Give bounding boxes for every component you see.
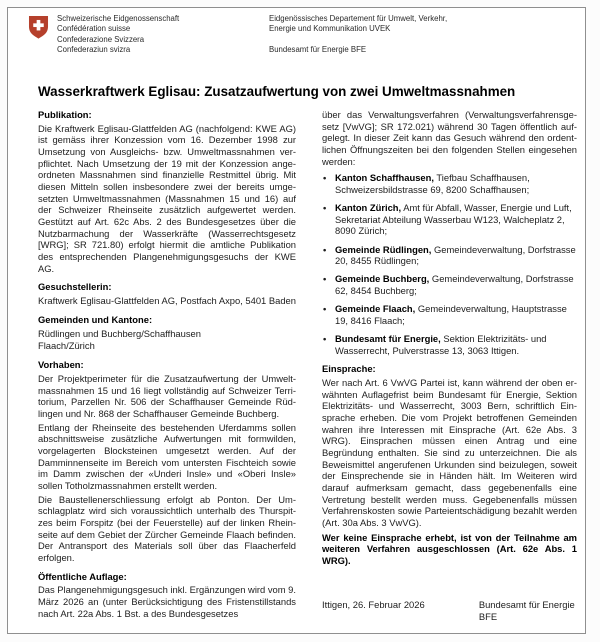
confederation-name-de: Schweizerische Eidgenossenschaft bbox=[57, 14, 180, 23]
office-name-bold: Gemeinde Rüdlingen, bbox=[335, 243, 432, 255]
confederation-name-rm: Confederaziun svizra bbox=[57, 44, 131, 54]
auflage-heading: Öffentliche Auflage: bbox=[38, 570, 127, 582]
confederation-name-fr: Confédération suisse bbox=[57, 24, 131, 34]
bullet-icon: • bbox=[323, 273, 327, 285]
document-frame bbox=[7, 7, 586, 634]
bullet-icon: • bbox=[323, 172, 327, 184]
office-name: Bundesamt für Energie BFE bbox=[269, 44, 367, 54]
office-address: Gemeindeverwaltung, Dorfstrasse 62, 8454 Buchberg; bbox=[335, 273, 574, 297]
place-and-date: Ittigen, 26. Februar 2026 bbox=[322, 599, 425, 611]
inspection-offices-list bbox=[322, 172, 577, 356]
right-column bbox=[322, 109, 577, 623]
confederation-name-it: Confederazione Svizzera bbox=[57, 34, 145, 44]
gesuchstellerin-heading: Gesuchstellerin: bbox=[38, 281, 112, 293]
page-title: Wasserkraftwerk Eglisau: Zusatzaufwertung von zwei Umweltmassnahmen bbox=[38, 84, 516, 99]
vorhaben-heading: Vorhaben: bbox=[38, 359, 84, 371]
auflage-text: Das Plangenehmigungsgesuch inkl. Ergänzungen wird vom 9. März 2026 an (unter Berücksichtigung des Fristenstillstands nach Art. 22a Abs. 1 Bst. a des Bundesgesetzes bbox=[38, 584, 296, 619]
department-block bbox=[269, 14, 447, 55]
office-name-bold: Kanton Zürich, bbox=[335, 202, 402, 214]
publikation-text: Die Kraftwerk Eglisau-Glattfelden AG (nachfolgend: KWE AG) ist gemäss ihrer Konzession vom 16. Dezember 1998 zur Umsetzung von Ausgleichs- bzw. Umweltmassnahmen verpflichtet. Nach Umsetzung der 19 mit der Konzession angeordneten Massnahmen sind finanzielle Restmittel übrig. Mit diesen Mitteln sollen insbesondere zwei der bereits umgesetzten Umweltmassnahmen (Massnahmen 15 und 16) auf der Schweizer Rheinseite zusätzlich aufgewertet werden. Gestützt auf Art. 62c Abs. 2 des Bundesgesetzes über die Nutzbarmachung der Wasserkräfte (Wasserrechtsgesetz [WRG]; SR 721.80) erfolgt hiermit die amtliche Publikation des entsprechenden Plangenehmigungsgesuchs der KWE AG. bbox=[38, 122, 296, 274]
department-line1: Eidgenössisches Departement für Umwelt, Verkehr, bbox=[269, 14, 448, 23]
gemeinden-line2: Flaach/Zürich bbox=[38, 340, 95, 352]
office-name-bold: Bundesamt für Energie, bbox=[335, 333, 441, 344]
auflage-continuation: über das Verwaltungsverfahren (Verwaltungsverfahrensgesetz [VwVG]; SR 172.021) während 30 Tagen öffentlich aufgelegt. In dieser Zeit kann das Gesuch während den ordentlichen Öffnungszeiten bei den folgenden Stellen eingesehen werden: bbox=[322, 109, 577, 167]
list-item bbox=[322, 303, 577, 326]
einsprache-text: Wer nach Art. 6 VwVG Partei ist, kann während der oben erwähnten Auflagefrist beim Bundesamt für Energie, Sektion Elektrizitäts- und Wasserrecht, 3003 Bern, schriftlich Einsprache erheben. Die vom Projekt betroffenen Gemeinden wahren ihre Interessen mit Einsprache (Art. 62e Abs. 3 WRG). Einsprachen müssen einen Antrag und eine Begründung enthalten. Sie sind zu unterzeichnen. Die als Beweismittel angerufenen Urkunden sind beizulegen, soweit der Einsprechende sie in Händen hält. Im Weiteren wird darauf aufmerksam gemacht, dass gegebenenfalls eine Vertretung bestellt werden muss. Gegebenenfalls müssen Verfahrenskosten sowie Parteientschädigung bezahlt werden (Art. 30a Abs. 3 VwVG). bbox=[322, 376, 577, 528]
einsprache-heading: Einsprache: bbox=[322, 363, 376, 375]
office-name-bold: Gemeinde Buchberg, bbox=[335, 273, 430, 285]
swiss-cross-icon bbox=[28, 15, 49, 40]
list-item bbox=[322, 273, 577, 296]
vorhaben-paragraph-1: Der Projektperimeter für die Zusatzaufwertung der Umweltmassnahmen 15 und 16 liegt vollständig auf Schweizer Territorium, Parzellen Nr. 506 der Schaffhauser Gemeinde Rüdlingen und Nr. 868 der Schaffhauser Gemeinde Buchberg. bbox=[38, 373, 296, 420]
office-address: Gemeindeverwaltung, Dorfstrasse 20, 8455 Rüdlingen; bbox=[335, 243, 576, 267]
gesuchstellerin-text: Kraftwerk Eglisau-Glattfelden AG, Postfach Axpo, 5401 Baden bbox=[38, 294, 296, 306]
bullet-icon: • bbox=[323, 243, 327, 255]
gemeinden-heading: Gemeinden und Kantone: bbox=[38, 314, 153, 326]
list-item bbox=[322, 333, 577, 356]
einsprache-exclusion-notice: Wer keine Einsprache erhebt, ist von der Teilnahme am weiteren Verfahren ausgeschlossen (Art. 62e Abs. 1 WRG). bbox=[322, 531, 577, 566]
office-name-bold: Gemeinde Flaach, bbox=[335, 303, 416, 315]
issuing-agency: Bundesamt für Energie BFE bbox=[478, 599, 575, 623]
bullet-icon: • bbox=[323, 303, 327, 315]
office-address: Tiefbau Schaffhausen, Schweizersbildstrasse 69, 8200 Schaffhausen; bbox=[335, 172, 530, 195]
vorhaben-paragraph-3: Die Baustellenerschliessung erfolgt ab Ponton. Der Umschlagplatz wird sich voraussichtlich unterhalb des Thurspitzes beim Forspitz (bei der Feuerstelle) auf der linken Rheinseite auf dem Gebiet der Zürcher Gemeinde Flaach befinden. Der Antransport des Materials soll über das Flaacherfeld erfolgen. bbox=[38, 493, 296, 563]
bullet-icon: • bbox=[323, 202, 327, 214]
gemeinden-line1: Rüdlingen und Buchberg/Schaffhausen bbox=[38, 327, 201, 339]
office-address: Gemeindeverwaltung, Hauptstrasse 19, 8416 Flaach; bbox=[335, 303, 567, 326]
department-line2: Energie und Kommunikation UVEK bbox=[269, 24, 391, 34]
federal-header bbox=[28, 14, 577, 55]
bullet-icon: • bbox=[323, 333, 327, 344]
vorhaben-paragraph-2: Entlang der Rheinseite des bestehenden Uferdamms sollen abschnittsweise zusätzliche Aufwertungen mit formwilden, vorgelagerten Blocksteinen umgesetzt werden. Auf der Damminnenseite im Bereich vom untersten Fischteich sowie im Damm zwischen der «Underi Insle» und «Oberi Insle» sollen Totholzmassnahmen erstellt werden. bbox=[38, 421, 296, 491]
document-body bbox=[38, 109, 577, 623]
list-item bbox=[322, 202, 577, 237]
confederation-logo bbox=[28, 14, 269, 55]
list-item bbox=[322, 244, 577, 267]
confederation-names bbox=[57, 14, 179, 55]
list-item bbox=[322, 172, 577, 195]
office-name-bold: Kanton Schaffhausen, bbox=[335, 172, 434, 184]
publikation-heading: Publikation: bbox=[38, 109, 92, 120]
left-column bbox=[38, 109, 296, 623]
signature-row bbox=[322, 599, 577, 622]
office-address: Sektion Elektrizitäts- und Wasserrecht, Pulverstrasse 13, 3063 Ittigen. bbox=[335, 333, 547, 356]
office-address: Amt für Abfall, Wasser, Energie und Luft, Sekretariat Abteilung Wasserbau W123, Walcheplatz 2, 8090 Zürich; bbox=[335, 202, 572, 237]
